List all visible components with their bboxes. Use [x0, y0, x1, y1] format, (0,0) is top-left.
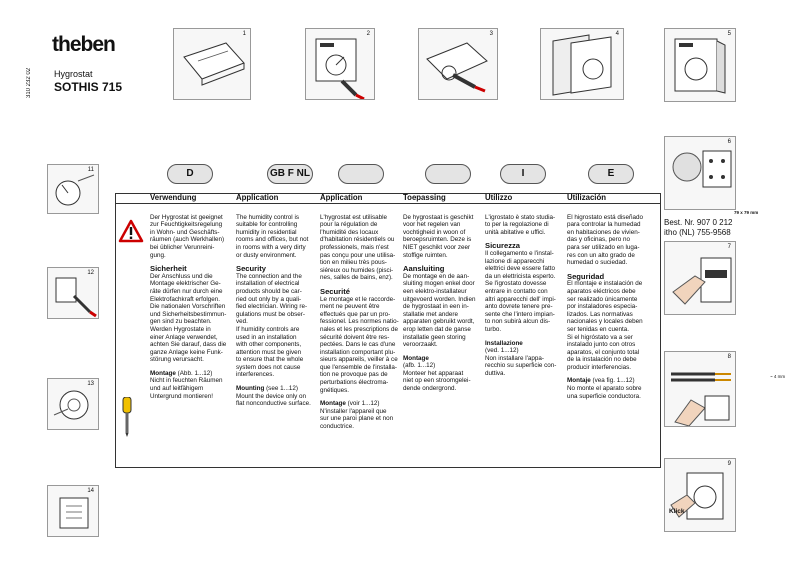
paragraph-es-2: El montaje e instalación de aparatos eléctricos debe ser realizado únicamente por instaladores especia- lizados. Las normativas nacionales y locales deben ser tenidas en cuenta. Si el higróstato va a ser instalado junto con otros aparatos, el conjunto total de la instalación no debe producir interferencias.	[567, 280, 643, 371]
figure-6-number: 6	[727, 139, 731, 145]
figure-1-drawing	[174, 29, 251, 100]
figure-9	[664, 458, 736, 532]
paragraph-de-3: Nicht in feuchten Räumen und auf leitfähigem Untergrund montieren!	[150, 377, 223, 400]
heading-sicurezza: Sicurezza	[485, 241, 521, 251]
mounting-title-de: Montage	[150, 369, 176, 377]
product-line: Hygrostat	[54, 69, 93, 79]
figure-9-number: 9	[727, 461, 731, 467]
paragraph-de-2: Der Anschluss und die Montage elektrischer Ge- räte dürfen nur durch eine Elektrofachkraft erfolgen. Die nationalen Vorschriften und Sicherheitsbestimmun- gen sind zu beachten. Werden Hygrostate in einer Anlage verwendet, achten Sie darauf, dass die ganze Anlage keine Funk- störung verursacht.	[150, 272, 227, 364]
figure-11-number: 11	[87, 167, 94, 173]
paragraph-gb-2: The connection and the installation of electrical products should be car- ried out only by a quali- fied electrician. Wiring re- gulations must be obser- ved. If humidity controls are used in an installation with other components, attention must be given to ensure that the whole system does not cause interferences.	[236, 272, 308, 379]
paragraph-nl-3: Monteer het apparaat niet op een stroomgelei- dende ondergrond.	[403, 369, 471, 393]
heading-utilizzo: Utilizzo	[485, 193, 513, 202]
tab-gb-f-nl[interactable]: GB F NL	[267, 164, 313, 184]
figure-4-drawing	[541, 29, 624, 100]
order-numbers	[664, 218, 733, 238]
heading-application-gb: Application	[236, 193, 279, 202]
document-number: 310 232 02	[26, 67, 32, 98]
figure-3	[418, 28, 498, 100]
column-es	[567, 194, 659, 400]
figure-4-number: 4	[615, 31, 619, 37]
brand-logo: theben	[52, 33, 115, 56]
figure-4	[540, 28, 624, 100]
tab-de[interactable]: D	[167, 164, 213, 184]
figure-9-label: Klick	[669, 508, 685, 515]
figure-14-drawing	[48, 486, 99, 537]
screwdriver-icon	[120, 397, 134, 437]
tab-it[interactable]: I	[500, 164, 546, 184]
figure-6-size: 79 x 79 mm	[734, 210, 759, 215]
mounting-label-gb	[236, 385, 318, 393]
figure-2-number: 2	[366, 31, 370, 37]
figure-7-number: 7	[727, 244, 731, 250]
tab-es[interactable]: E	[588, 164, 634, 184]
figure-11-drawing	[48, 165, 99, 214]
paragraph-it-3: Non installare l'appa- recchio su superficie con- duttiva.	[485, 354, 557, 377]
heading-utilizacion: Utilización	[567, 193, 606, 202]
figure-12-number: 12	[87, 270, 94, 276]
heading-verwendung: Verwendung	[150, 193, 197, 202]
paragraph-fr-1: L'hygrostat est utilisable pour la régulation de l'humidité des locaux d'habitation résidentiels ou professionels, mais n'est pas conçu pour une utilisa- tion en milieu très pous- siéreux ou humides (pisci- nes, salles de bains, enz).	[320, 213, 396, 282]
mounting-ref-es: (vea fig. 1...12)	[590, 377, 635, 385]
column-de	[150, 194, 234, 400]
paragraph-nl-2: De montage en de aan- sluiting mogen enkel door een elektro-installateur uitgevoerd worden. Indien de hygrostaat in een in- stallatie met andere apparaten gebruikt wordt, erop letten dat de ganse installatie geen storing veroorzaakt.	[403, 272, 476, 349]
mounting-label-nl	[403, 355, 483, 370]
paragraph-it-1: L'igrostato è stato studia- to per la regolazione di unità abitative e uffici.	[485, 213, 556, 236]
paragraph-gb-1: The humidity control is suitable for controlling humidity in residential rooms and offices, but not in rooms with a very dirty or dusty environment.	[236, 213, 309, 259]
paragraph-fr-2: Le montage et le raccorde- ment ne peuvent être effectués que par un pro- fessionel. Les normes natio- nales et les prescriptions de sécurité doivent être res- pectées. Dans le cas d'une installation comportant plu- sieurs appareils, veiller à ce que l'ensemble de l'installa- tion ne provoque pas de perturbations électroma- gnétiques.	[320, 295, 399, 394]
paragraph-nl-1: De hygrostaat is geschikt voor het regelen van vochtigheid in woon of beroepsruimten. Deze is NIET geschikt voor zeer stoffige ruimten.	[403, 213, 474, 259]
tab-blank-2[interactable]	[425, 164, 471, 184]
figure-8	[664, 351, 736, 427]
figure-6-drawing	[665, 137, 736, 210]
paragraph-es-1: El higrostato está diseñado para controlar la humedad en habitaciones de vivien- das y oficinas, pero no para ser utilizado en luga- res con un alto grado de humedad o suciedad.	[567, 213, 643, 267]
figure-8-number: 8	[727, 354, 731, 360]
figure-7	[664, 241, 736, 315]
figure-1	[173, 28, 251, 100]
mounting-ref-fr: (voir 1...12)	[345, 400, 380, 408]
mounting-ref-nl: (afb. 1...12)	[403, 362, 436, 370]
mounting-label-fr	[320, 400, 402, 408]
paragraph-es-3: No monte el aparato sobre una superficie conductora.	[567, 385, 642, 400]
figure-11	[47, 164, 99, 214]
heading-sicherheit: Sicherheit	[150, 264, 187, 274]
mounting-ref-de: (Abb. 1...12)	[175, 369, 213, 377]
figure-1-number: 1	[242, 31, 246, 37]
mounting-title-fr: Montage	[320, 400, 346, 408]
mounting-label-es	[567, 377, 659, 385]
mounting-ref-it: (ved. 1...12)	[485, 347, 519, 355]
mounting-title-gb: Mounting	[236, 385, 265, 393]
figure-5-drawing	[665, 29, 736, 102]
paragraph-fr-3: N'installer l'appareil que sur une paroi plane et non conductrice.	[320, 407, 394, 431]
figure-8-drawing	[665, 352, 736, 427]
figure-6	[664, 136, 736, 210]
heading-security: Security	[236, 264, 266, 274]
figure-7-drawing	[665, 242, 736, 315]
mounting-title-it: Installazione	[485, 339, 523, 347]
figure-8-dimension: ~ 4 mm	[770, 374, 786, 379]
figure-13-number: 13	[87, 381, 94, 387]
column-nl	[403, 194, 483, 393]
mounting-title-es: Montaje	[567, 377, 591, 385]
heading-application-fr: Application	[320, 193, 363, 202]
paragraph-gb-3: Mount the device only on flat nonconductive surface.	[236, 392, 311, 408]
tab-blank-1[interactable]	[338, 164, 384, 184]
heading-aansluiting: Aansluiting	[403, 264, 445, 274]
heading-securite: Securité	[320, 286, 350, 296]
figure-2-drawing	[306, 29, 375, 100]
figure-13-drawing	[48, 379, 99, 430]
figure-5	[664, 28, 736, 102]
heading-seguridad: Seguridad	[567, 271, 605, 281]
mounting-title-nl: Montage	[403, 354, 429, 362]
mounting-label-de	[150, 370, 234, 378]
paragraph-de-1: Der Hygrostat ist geeignet zur Feuchtigkeitsregelung in Wohn- und Geschäfts- räumen (auch Werkhallen) bei üblicher Verunreini- gung.	[150, 213, 225, 259]
warning-icon	[118, 219, 144, 243]
column-it	[485, 194, 565, 377]
figure-14-number: 14	[87, 488, 94, 494]
figure-13	[47, 378, 99, 430]
column-fr	[320, 194, 402, 431]
order-number-line-1: Best. Nr. 907 0 212	[664, 218, 733, 227]
figure-3-number: 3	[489, 31, 493, 37]
product-name: SOTHIS 715	[54, 80, 123, 94]
figure-2	[305, 28, 375, 100]
figure-9-drawing	[665, 459, 736, 532]
figure-5-number: 5	[727, 31, 731, 37]
mounting-ref-gb: (see 1...12)	[264, 385, 298, 393]
order-number-line-2: itho (NL) 755-9568	[664, 228, 731, 237]
figure-14	[47, 485, 99, 537]
figure-3-drawing	[419, 29, 498, 100]
column-gb	[236, 194, 318, 408]
paragraph-it-2: Il collegamento e l'instal- lazione di apparecchi elettrici deve essere fatto da un elettricista esperto. Se l'igrostato dovesse entrare in contatto con altri apparecchi dell' impi- anto dovrete tenere pre- sente che l'intero impian- to non subirà alcun dis- turbo.	[485, 249, 556, 333]
mounting-label-it	[485, 340, 565, 355]
heading-toepassing: Toepassing	[403, 193, 446, 202]
figure-12	[47, 267, 99, 319]
figure-12-drawing	[48, 268, 99, 319]
